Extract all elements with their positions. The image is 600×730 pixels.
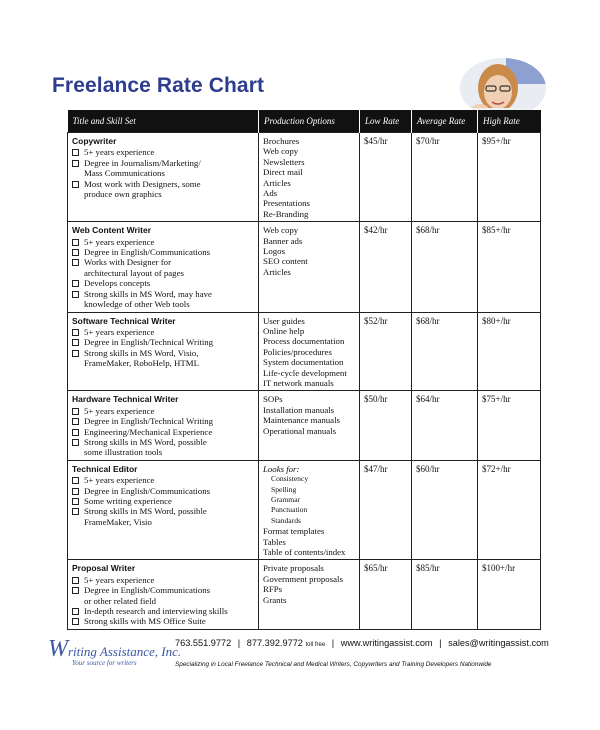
skill-item-continued: Mass Communications — [84, 168, 165, 179]
checkbox-icon — [72, 280, 79, 287]
skill-text: 5+ years experience — [84, 236, 155, 247]
production-options-cell — [259, 312, 360, 391]
production-options-cell — [259, 222, 360, 312]
role-title: Copywriter — [72, 136, 117, 146]
production-option: Brochures — [263, 136, 300, 146]
production-option: Articles — [263, 266, 291, 277]
skill-item — [72, 406, 254, 416]
skill-item — [72, 427, 254, 437]
production-option: Direct mail — [263, 167, 303, 178]
average-rate-cell: $60/hr — [412, 460, 478, 560]
role-title: Hardware Technical Writer — [72, 394, 179, 405]
skill-item — [72, 327, 254, 337]
production-option: Consistency — [271, 474, 309, 484]
skill-set-cell — [68, 312, 259, 391]
skill-item — [72, 437, 254, 447]
skill-set-cell — [68, 460, 259, 560]
skill-text: 5+ years experience — [84, 475, 155, 486]
production-option: Presentations — [263, 198, 310, 209]
skill-text: Degree in English/Technical Writing — [84, 337, 214, 348]
table-header-row — [68, 110, 541, 133]
production-option: Process documentation — [263, 336, 345, 347]
production-option: Spelling — [271, 484, 297, 494]
skill-item — [72, 486, 254, 496]
low-rate-cell: $42/hr — [360, 222, 412, 312]
high-rate-cell: $75+/hr — [478, 391, 541, 460]
checkbox-icon — [72, 488, 79, 495]
company-logo — [48, 636, 182, 667]
production-option: Punctuation — [271, 505, 308, 515]
page-title: Freelance Rate Chart — [52, 74, 265, 97]
skill-item — [72, 147, 254, 157]
production-option: Grammar — [271, 495, 301, 504]
skill-item — [72, 179, 254, 189]
skill-item — [72, 348, 254, 358]
table-row — [68, 222, 541, 312]
table-row — [68, 133, 541, 222]
skill-text: Strong skills with MS Office Suite — [84, 616, 206, 627]
skill-text: Degree in Journalism/Marketing/ — [84, 157, 201, 168]
checkbox-icon — [72, 418, 79, 425]
skill-text: 5+ years experience — [84, 147, 155, 158]
skill-item-continued: architectural layout of pages — [84, 267, 184, 278]
table-row — [68, 312, 541, 391]
skill-text: Strong skills in MS Word, Visio, — [84, 347, 199, 358]
production-option: Tables — [263, 536, 286, 547]
skill-text: 5+ years experience — [84, 326, 155, 337]
skill-item — [72, 575, 254, 585]
skill-text: Degree in English/Technical Writing — [84, 416, 214, 427]
production-option: Articles — [263, 177, 291, 188]
skill-item — [72, 237, 254, 247]
skill-text: Develops concepts — [84, 278, 151, 289]
low-rate-cell: $52/hr — [360, 312, 412, 391]
production-option: Grants — [263, 594, 287, 605]
skill-item — [72, 416, 254, 426]
skill-text: Strong skills in MS Word, possible — [84, 506, 207, 517]
checkbox-icon — [72, 439, 79, 446]
production-option: System documentation — [263, 357, 344, 368]
production-option: Re-Branding — [263, 208, 309, 219]
table-row — [68, 560, 541, 629]
production-option: Looks for: — [263, 463, 300, 474]
production-option: Ads — [263, 188, 278, 199]
production-options-cell — [259, 133, 360, 222]
skill-item — [72, 289, 254, 299]
rate-table — [67, 110, 541, 630]
skill-set-cell — [68, 560, 259, 629]
checkbox-icon — [72, 249, 79, 256]
high-rate-cell: $80+/hr — [478, 312, 541, 391]
skill-text: Strong skills in MS Word, may have — [84, 288, 212, 299]
skill-item-continued: some illustration tools — [84, 447, 163, 458]
low-rate-cell: $50/hr — [360, 391, 412, 460]
email-link[interactable]: sales@writingassist.com — [448, 638, 549, 648]
skill-text: In-depth research and interviewing skills — [84, 606, 228, 617]
role-title: Web Content Writer — [72, 225, 152, 236]
company-tagline: Specializing in Local Freelance Technical and Medical Writers, Copywriters and Training Developers Nationwide — [175, 661, 492, 668]
production-option: Installation manuals — [263, 404, 335, 415]
skill-item — [72, 257, 254, 267]
logo-tagline: Your source for writers — [72, 659, 137, 667]
average-rate-cell: $70/hr — [412, 133, 478, 222]
skill-set-cell — [68, 133, 259, 222]
table-row — [68, 460, 541, 560]
skill-text: Some writing experience — [84, 496, 172, 506]
production-option: Government proposals — [263, 573, 343, 584]
skill-text: Degree in English/Communications — [84, 247, 211, 258]
production-option: Web copy — [263, 146, 299, 157]
logo-initial: W — [48, 636, 68, 662]
skill-text: 5+ years experience — [84, 405, 155, 416]
production-option: Operational manuals — [263, 425, 337, 436]
skill-item — [72, 616, 254, 626]
production-option: Newsletters — [263, 156, 305, 167]
low-rate-cell: $47/hr — [360, 460, 412, 560]
checkbox-icon — [72, 577, 79, 584]
checkbox-icon — [72, 618, 79, 625]
column-header: Low Rate — [360, 110, 412, 133]
skill-set-cell — [68, 222, 259, 312]
checkbox-icon — [72, 181, 79, 188]
production-option: RFPs — [263, 584, 283, 595]
skill-set-cell — [68, 391, 259, 460]
toll-free-label: toll free — [305, 642, 326, 648]
checkbox-icon — [72, 329, 79, 336]
checkbox-icon — [72, 608, 79, 615]
checkbox-icon — [72, 477, 79, 484]
skill-text: Most work with Designers, some — [84, 178, 201, 189]
separator: | — [237, 638, 241, 648]
production-option: Life-cycle development — [263, 367, 347, 378]
high-rate-cell: $85+/hr — [478, 222, 541, 312]
phone-local: 763.551.9772 — [175, 638, 232, 648]
production-option: SEO content — [263, 256, 308, 267]
checkbox-icon — [72, 291, 79, 298]
production-option: IT network manuals — [263, 377, 334, 388]
production-option: Private proposals — [263, 563, 324, 574]
website-link[interactable]: www.writingassist.com — [340, 638, 433, 648]
production-options-cell — [259, 560, 360, 629]
separator: | — [331, 638, 335, 648]
column-header: High Rate — [478, 110, 541, 133]
production-options-cell — [259, 391, 360, 460]
production-option: Table of contents/index — [263, 547, 346, 558]
low-rate-cell: $65/hr — [360, 560, 412, 629]
production-option: Policies/procedures — [263, 346, 332, 357]
skill-item — [72, 506, 254, 516]
column-header: Average Rate — [412, 110, 478, 133]
skill-item — [72, 278, 254, 288]
logo-name: riting Assistance, Inc. — [68, 644, 182, 659]
skill-text: Engineering/Mechanical Experience — [84, 426, 213, 437]
skill-item-continued: or other related field — [84, 595, 157, 606]
role-title: Software Technical Writer — [72, 315, 176, 326]
checkbox-icon — [72, 149, 79, 156]
skill-text: Works with Designer for — [84, 257, 171, 268]
average-rate-cell: $68/hr — [412, 222, 478, 312]
column-header: Production Options — [259, 110, 360, 133]
role-title: Proposal Writer — [72, 563, 136, 574]
woman-photo — [460, 58, 546, 118]
skill-text: Degree in English/Communications — [84, 585, 211, 596]
checkbox-icon — [72, 259, 79, 266]
checkbox-icon — [72, 498, 79, 505]
production-options-cell — [259, 460, 360, 560]
checkbox-icon — [72, 587, 79, 594]
production-option: Web copy — [263, 225, 299, 236]
skill-item — [72, 158, 254, 168]
skill-text: 5+ years experience — [84, 574, 155, 585]
phone-toll-free: 877.392.9772 — [246, 638, 303, 648]
separator: | — [439, 638, 442, 648]
role-title: Technical Editor — [72, 463, 138, 474]
production-option: Format templates — [263, 526, 325, 537]
skill-item — [72, 475, 254, 485]
checkbox-icon — [72, 429, 79, 436]
high-rate-cell: $72+/hr — [478, 460, 541, 560]
footer — [48, 636, 548, 676]
high-rate-cell: $95+/hr — [478, 133, 541, 222]
production-option: Logos — [263, 246, 285, 257]
skill-item — [72, 606, 254, 616]
checkbox-icon — [72, 408, 79, 415]
production-option: Online help — [263, 325, 305, 336]
skill-item — [72, 247, 254, 257]
checkbox-icon — [72, 239, 79, 246]
column-header: Title and Skill Set — [68, 110, 259, 133]
production-option: Standards — [271, 515, 301, 525]
skill-text: Degree in English/Communications — [84, 485, 211, 496]
skill-item-continued: FrameMaker, Visio — [84, 516, 152, 527]
production-option: User guides — [263, 315, 305, 326]
production-option: Banner ads — [263, 235, 303, 246]
average-rate-cell: $64/hr — [412, 391, 478, 460]
skill-item — [72, 337, 254, 347]
checkbox-icon — [72, 508, 79, 515]
production-option: SOPs — [263, 394, 283, 405]
skill-text: Strong skills in MS Word, possible — [84, 436, 207, 447]
skill-item-continued: produce own graphics — [84, 189, 162, 200]
skill-item — [72, 585, 254, 595]
average-rate-cell: $68/hr — [412, 312, 478, 391]
production-option: Maintenance manuals — [263, 415, 340, 426]
checkbox-icon — [72, 350, 79, 357]
skill-item-continued: knowledge of other Web tools — [84, 299, 190, 310]
contact-line — [175, 638, 549, 648]
high-rate-cell: $100+/hr — [478, 560, 541, 629]
table-row — [68, 391, 541, 460]
skill-item-continued: FrameMaker, RoboHelp, HTML — [84, 358, 199, 369]
checkbox-icon — [72, 339, 79, 346]
average-rate-cell: $85/hr — [412, 560, 478, 629]
checkbox-icon — [72, 160, 79, 167]
low-rate-cell: $45/hr — [360, 133, 412, 222]
skill-item — [72, 496, 254, 506]
